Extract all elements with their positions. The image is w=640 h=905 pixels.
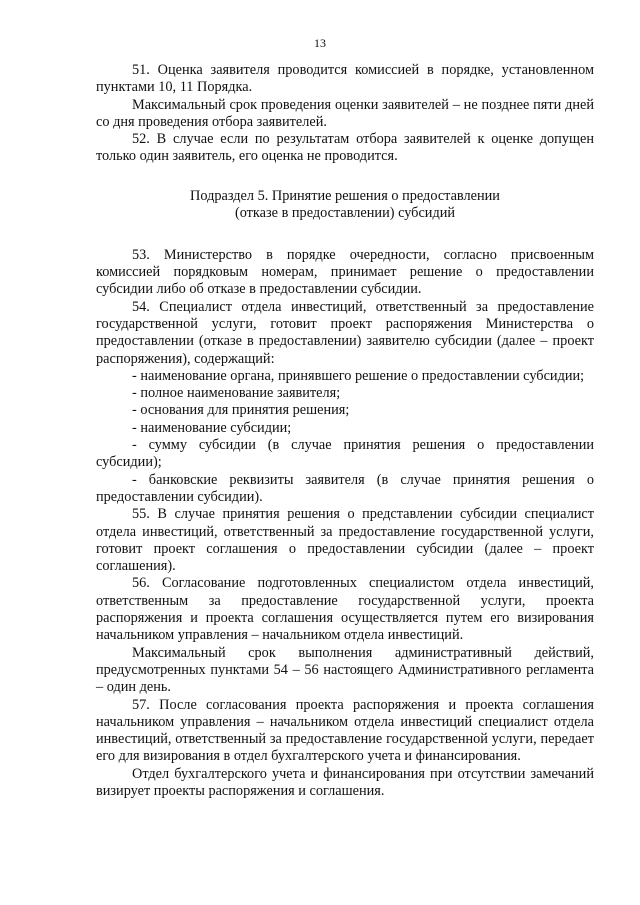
requirements-list xyxy=(96,368,594,506)
paragraph-max-term: Максимальный срок выполнения административный действий, предусмотренных пунктами 54 – 56 настоящего Административного регламента – один день. xyxy=(96,644,594,696)
paragraph-assessment-deadline: Максимальный срок проведения оценки заявителей – не позднее пяти дней со дня проведения отбора заявителей. xyxy=(96,96,594,130)
paragraph-accounting-dept: Отдел бухгалтерского учета и финансирования при отсутствии замечаний визирует проекты распоряжения и соглашения. xyxy=(96,765,594,799)
list-item: - наименование органа, принявшего решение о предоставлении субсидии; xyxy=(132,367,585,384)
list-item: - наименование субсидии; xyxy=(132,419,292,436)
list-item: - банковские реквизиты заявителя (в случае принятия решения о предоставлении субсидии). xyxy=(96,471,594,505)
list-item: - основания для принятия решения; xyxy=(132,402,350,419)
paragraph-54: 54. Специалист отдела инвестиций, ответственный за предоставление государственной услуги, готовит проект распоряжения Министерства о предоставлении (отказе в предоставлении) заявителю субсидии (далее – проект распоряжения), содержащий: xyxy=(96,298,594,367)
subsection-heading xyxy=(96,188,594,223)
paragraph-51: 51. Оценка заявителя проводится комиссией в порядке, установленном пунктами 10, 11 Порядка. xyxy=(96,62,594,96)
paragraph-52: 52. В случае если по результатам отбора заявителей к оценке допущен только один заявитель, его оценка не проводится. xyxy=(96,131,594,165)
page-number: 13 xyxy=(314,36,326,50)
document-body xyxy=(96,62,594,800)
paragraph-55: 55. В случае принятия решения о представлении субсидии специалист отдела инвестиций, ответственный за предоставление государственной услуги, готовит проект соглашения о предоставлении субсидии (далее – проект соглашения). xyxy=(96,506,594,575)
subsection-heading-line-1: Подраздел 5. Принятие решения о предоставлении xyxy=(190,187,500,204)
list-item: - сумму субсидии (в случае принятия решения о предоставлении субсидии); xyxy=(96,437,594,471)
paragraph-53: 53. Министерство в порядке очередности, согласно присвоенным комиссией порядковым номерам, принимает решение о предоставлении субсидии либо об отказе в предоставлении субсидии. xyxy=(96,246,594,298)
list-item: - полное наименование заявителя; xyxy=(132,385,341,402)
subsection-heading-line-2: (отказе в предоставлении) субсидий xyxy=(234,205,456,222)
paragraph-57: 57. После согласования проекта распоряжения и проекта соглашения начальником управления – начальником отдела инвестиций специалист отдела инвестиций, ответственный за предоставление государственной услуги, передает его для визирования в отдел бухгалтерского учета и финансирования. xyxy=(96,696,594,765)
paragraph-56: 56. Согласование подготовленных специалистом отдела инвестиций, ответственным за предоставление государственной услуги, проекта распоряжения и проекта соглашения осуществляется путем его визирования начальником управления – начальником отдела инвестиций. xyxy=(96,575,594,644)
